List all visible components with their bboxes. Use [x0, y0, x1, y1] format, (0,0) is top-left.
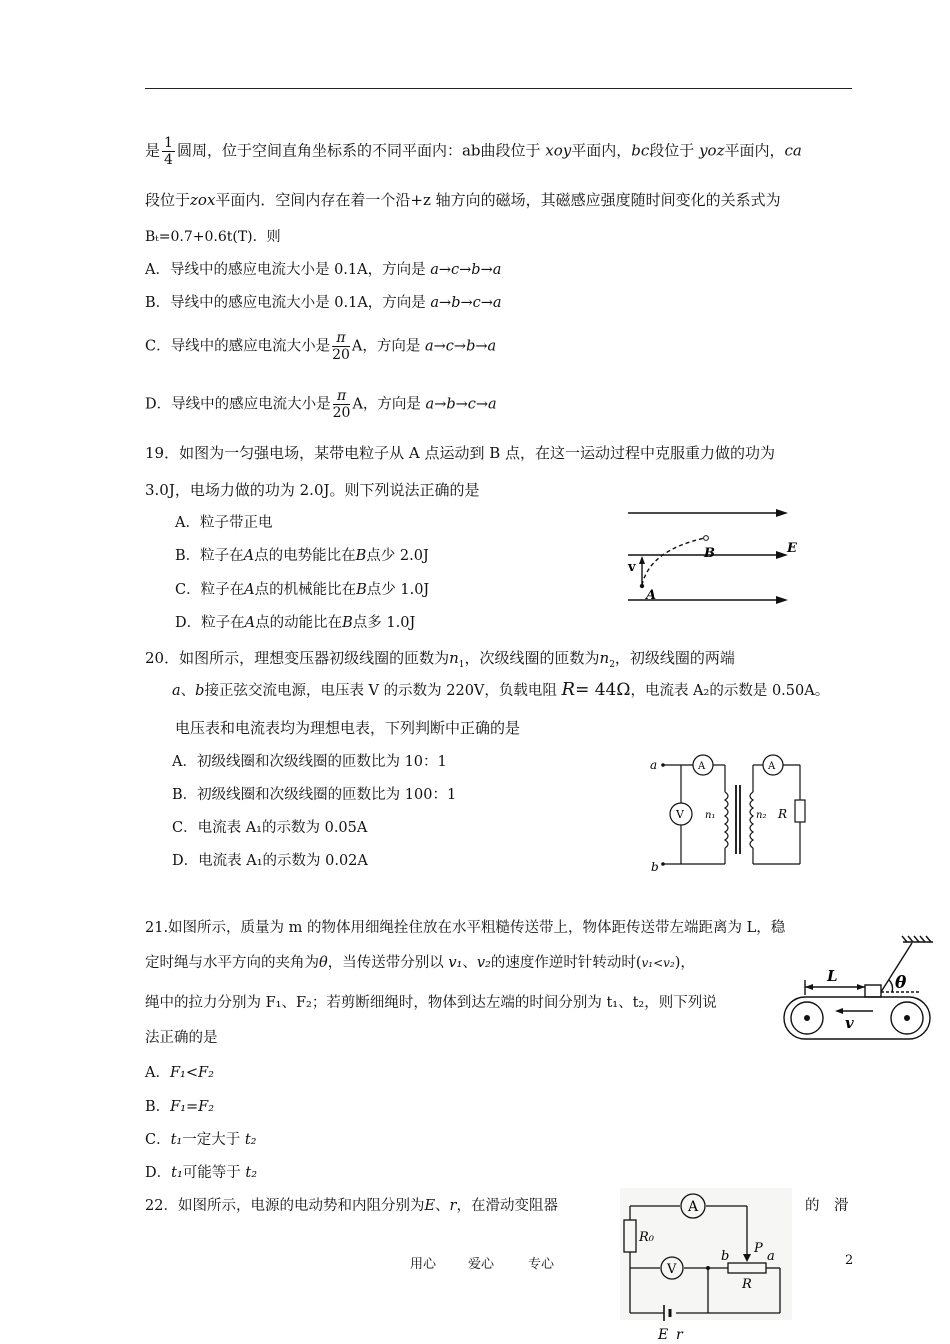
text: 点少 1.0J	[366, 582, 430, 598]
q19-line1: 19．如图为一匀强电场，某带电粒子从 A 点运动到 B 点，在这一运动过程中克服重力做的功为	[145, 444, 776, 462]
q20-line1	[145, 648, 735, 675]
q21-line1: 21.如图所示，质量为 m 的物体用细绳拴住放在水平粗糙传送带上，物体距传送带左端距离为 L，稳	[145, 920, 786, 936]
q18-option-c	[145, 330, 496, 363]
direction: a→b→c→a	[425, 396, 497, 413]
footer-slogan-1: 用心	[410, 1257, 437, 1272]
text: ，电流表 A₂的示数是 0.50A。	[630, 683, 830, 699]
text: 点的机械能比在	[254, 582, 357, 598]
frac-den: 4	[164, 152, 173, 168]
label-v: v	[845, 1014, 854, 1032]
q20-option-b: B．初级线圈和次级线圈的匝数比为 100：1	[172, 787, 457, 803]
text: 点的动能比在	[255, 615, 343, 631]
condition: v₁<v₂	[641, 956, 675, 970]
q20-line2	[172, 680, 829, 701]
trajectory-path	[642, 538, 705, 585]
symbol-r: R	[561, 679, 576, 700]
footer-slogan-3: 专心	[528, 1257, 555, 1272]
point-a: A	[244, 582, 255, 598]
block	[865, 985, 881, 997]
text: D．粒子在	[175, 615, 245, 631]
q22-line1-tail: 的 滑	[805, 1198, 849, 1214]
text: B．粒子在	[175, 548, 244, 564]
label-a2: A	[768, 761, 776, 772]
text: 的速度作逆时针转动时(	[490, 955, 642, 971]
label-a-terminal: a	[767, 1249, 775, 1264]
arrowhead	[835, 1008, 843, 1014]
equation: = 44Ω	[575, 680, 631, 700]
q22-line1	[145, 1196, 558, 1216]
q18-option-d	[145, 388, 497, 421]
label-v: v	[628, 560, 636, 575]
q21-option-c	[145, 1130, 257, 1150]
arrowhead	[776, 596, 788, 604]
direction: a→b→c→a	[430, 295, 502, 311]
text: 20．如图所示，理想变压器初级线圈的匝数为	[145, 649, 450, 667]
text: 接正弦交流电源，电压表 V 的示数为 220V，负载电阻	[204, 683, 557, 699]
text: ，次级线圈的匝数为	[464, 649, 600, 667]
frac-num: 1	[164, 135, 173, 151]
expression: F₁=F₂	[170, 1099, 215, 1115]
point-a: A	[244, 615, 256, 631]
left-axle	[804, 1015, 810, 1021]
q20-option-a: A．初级线圈和次级线圈的匝数比为 10：1	[172, 754, 447, 770]
text: B．导线中的感应电流大小是 0.1A，方向是	[145, 295, 431, 311]
text: 是	[145, 141, 161, 160]
symbol-n2: n	[599, 649, 610, 667]
q21-option-d	[145, 1163, 257, 1183]
point-a: A	[243, 548, 255, 564]
frac-num: π	[332, 330, 350, 347]
q20-option-c: C．电流表 A₁的示数为 0.05A	[172, 820, 368, 836]
symbol-theta: θ	[319, 955, 328, 971]
fraction-pi-over-20	[333, 388, 351, 421]
text: A，方向是	[352, 396, 426, 413]
text: 段位于	[649, 141, 695, 160]
text: C．导线中的感应电流大小是	[145, 338, 331, 355]
label-a1: A	[698, 761, 706, 772]
transformer-figure	[645, 750, 810, 875]
text: )，	[674, 955, 695, 971]
subscript: 2	[609, 660, 615, 670]
label-a: A	[688, 1199, 699, 1215]
text: D．	[145, 1165, 172, 1181]
point-b: B	[355, 548, 367, 564]
label-b: b	[651, 860, 659, 874]
text: D．导线中的感应电流大小是	[145, 396, 331, 413]
direction: a→c→b→a	[430, 262, 502, 278]
q18-option-a	[145, 260, 501, 280]
text: 段位于	[145, 191, 191, 209]
page-number: 2	[845, 1253, 854, 1268]
label-n1: n₁	[705, 810, 716, 821]
point-b-dot	[704, 536, 709, 541]
q19-option-d	[175, 613, 415, 633]
symbol-t1: t₁	[170, 1132, 183, 1148]
text: C．	[145, 1132, 171, 1148]
q18-line2	[145, 190, 781, 210]
text: 圆周，位于空间直角坐标系的不同平面内：ab曲段位于	[176, 141, 541, 160]
label-l: L	[827, 967, 838, 985]
conveyor-belt-figure	[785, 935, 935, 1045]
subscript: 1	[458, 660, 465, 670]
arrowhead	[639, 556, 645, 564]
text: ，当传送带分别以	[327, 955, 449, 971]
footer-slogan-2: 爱心	[468, 1257, 495, 1272]
arrowhead	[776, 509, 788, 517]
rheostat-circuit-figure	[620, 1188, 792, 1344]
secondary-coil	[750, 792, 753, 848]
text: 、	[180, 683, 196, 699]
plane-xoy: xoy	[545, 141, 572, 160]
symbol-r: r	[449, 1198, 457, 1214]
symbol-e: E	[424, 1198, 436, 1214]
q18-line1	[145, 135, 802, 168]
text: 、	[462, 955, 477, 971]
angle-arc	[889, 980, 893, 992]
q21-line3: 绳中的拉力分别为 F₁、F₂；若剪断细绳时，物体到达左端的时间分别为 t₁、t₂，则下列说	[145, 995, 717, 1011]
symbol-v1: v₁	[448, 955, 463, 971]
label-n2: n₂	[756, 810, 767, 821]
text: ，在滑动变阻器	[456, 1198, 558, 1214]
text: A．	[145, 1065, 170, 1081]
point-b: B	[342, 615, 353, 631]
label-r: R	[778, 807, 788, 821]
frac-num: π	[333, 388, 351, 405]
q19-line2: 3.0J，电场力做的功为 2.0J。则下列说法正确的是	[145, 481, 480, 499]
label-v: V	[676, 808, 684, 821]
point-b: B	[356, 582, 367, 598]
right-axle	[904, 1015, 910, 1021]
frac-den: 20	[332, 347, 350, 363]
text: A，方向是	[351, 338, 426, 355]
label-p: P	[754, 1241, 763, 1256]
fraction-pi-over-20	[332, 330, 350, 363]
arrowhead	[805, 984, 813, 990]
text: 定时绳与水平方向的夹角为	[145, 955, 319, 971]
frac-den: 20	[332, 405, 351, 421]
terminal-a	[661, 763, 665, 767]
header-rule	[145, 88, 852, 89]
load-resistor	[795, 800, 805, 822]
text: C．粒子在	[175, 582, 245, 598]
text: B．	[145, 1099, 171, 1115]
label-e: E	[658, 1327, 669, 1343]
text: 可能等于	[182, 1165, 246, 1181]
symbol-t1: t₁	[171, 1165, 183, 1181]
symbol-t2: t₂	[244, 1132, 257, 1148]
text: 平面内，	[571, 141, 632, 160]
q21-line4: 法正确的是	[145, 1030, 218, 1046]
text: 22．如图所示，电源的电动势和内阻分别为	[145, 1198, 425, 1214]
terminal-b	[661, 862, 665, 866]
label-b: b	[721, 1249, 730, 1264]
symbol-n1: n	[449, 649, 459, 667]
q18-line3: Bₜ=0.7+0.6t(T)．则	[145, 229, 281, 245]
text: 一定大于	[182, 1132, 245, 1148]
q19-option-a: A．粒子带正电	[175, 515, 273, 531]
symbol-b: b	[195, 683, 205, 699]
plane-yoz: yoz	[699, 141, 725, 160]
symbol-a: a	[172, 683, 181, 699]
text: 点的电势能比在	[254, 548, 356, 564]
junction	[706, 1266, 710, 1270]
text: 、	[435, 1198, 450, 1214]
symbol-t2: t₂	[245, 1165, 258, 1181]
label-v: V	[667, 1262, 677, 1277]
text: 点多 1.0J	[352, 615, 416, 631]
label-r0: R₀	[639, 1230, 654, 1245]
segment-ca: ca	[784, 141, 802, 160]
symbol-v2: v₂	[476, 955, 491, 971]
arrowhead	[857, 984, 865, 990]
q21-line2	[145, 953, 695, 973]
label-r-internal: r	[676, 1327, 683, 1343]
label-r: R	[742, 1277, 752, 1292]
expression: F₁<F₂	[169, 1065, 214, 1081]
q21-option-a	[145, 1063, 214, 1083]
direction: a→c→b→a	[425, 338, 497, 355]
plane-zox: zox	[190, 191, 216, 209]
label-b: B	[704, 546, 715, 561]
text: 平面内．空间内存在着一个沿+z 轴方向的磁场，其磁感应强度随时间变化的关系式为	[215, 191, 781, 209]
label-a: A	[646, 588, 657, 603]
q19-option-b	[175, 546, 429, 566]
label-theta: θ	[895, 973, 907, 993]
text: ，初级线圈的两端	[614, 649, 735, 667]
q20-option-d: D．电流表 A₁的示数为 0.02A	[172, 853, 368, 869]
q20-line3: 电压表和电流表均为理想电表，下列判断中正确的是	[175, 719, 521, 737]
electric-field-figure	[620, 500, 810, 610]
text: 平面内，	[724, 141, 785, 160]
text: 点少 2.0J	[366, 548, 429, 564]
q21-option-b	[145, 1097, 214, 1117]
label-a: a	[650, 758, 658, 772]
label-e: E	[787, 541, 797, 556]
q19-option-c	[175, 580, 429, 600]
primary-coil	[725, 792, 728, 848]
segment-bc: bc	[631, 141, 650, 160]
fraction-one-quarter	[162, 135, 175, 168]
q18-option-b	[145, 293, 502, 313]
text: A．导线中的感应电流大小是 0.1A，方向是	[145, 262, 431, 278]
point-a-dot	[640, 584, 644, 588]
